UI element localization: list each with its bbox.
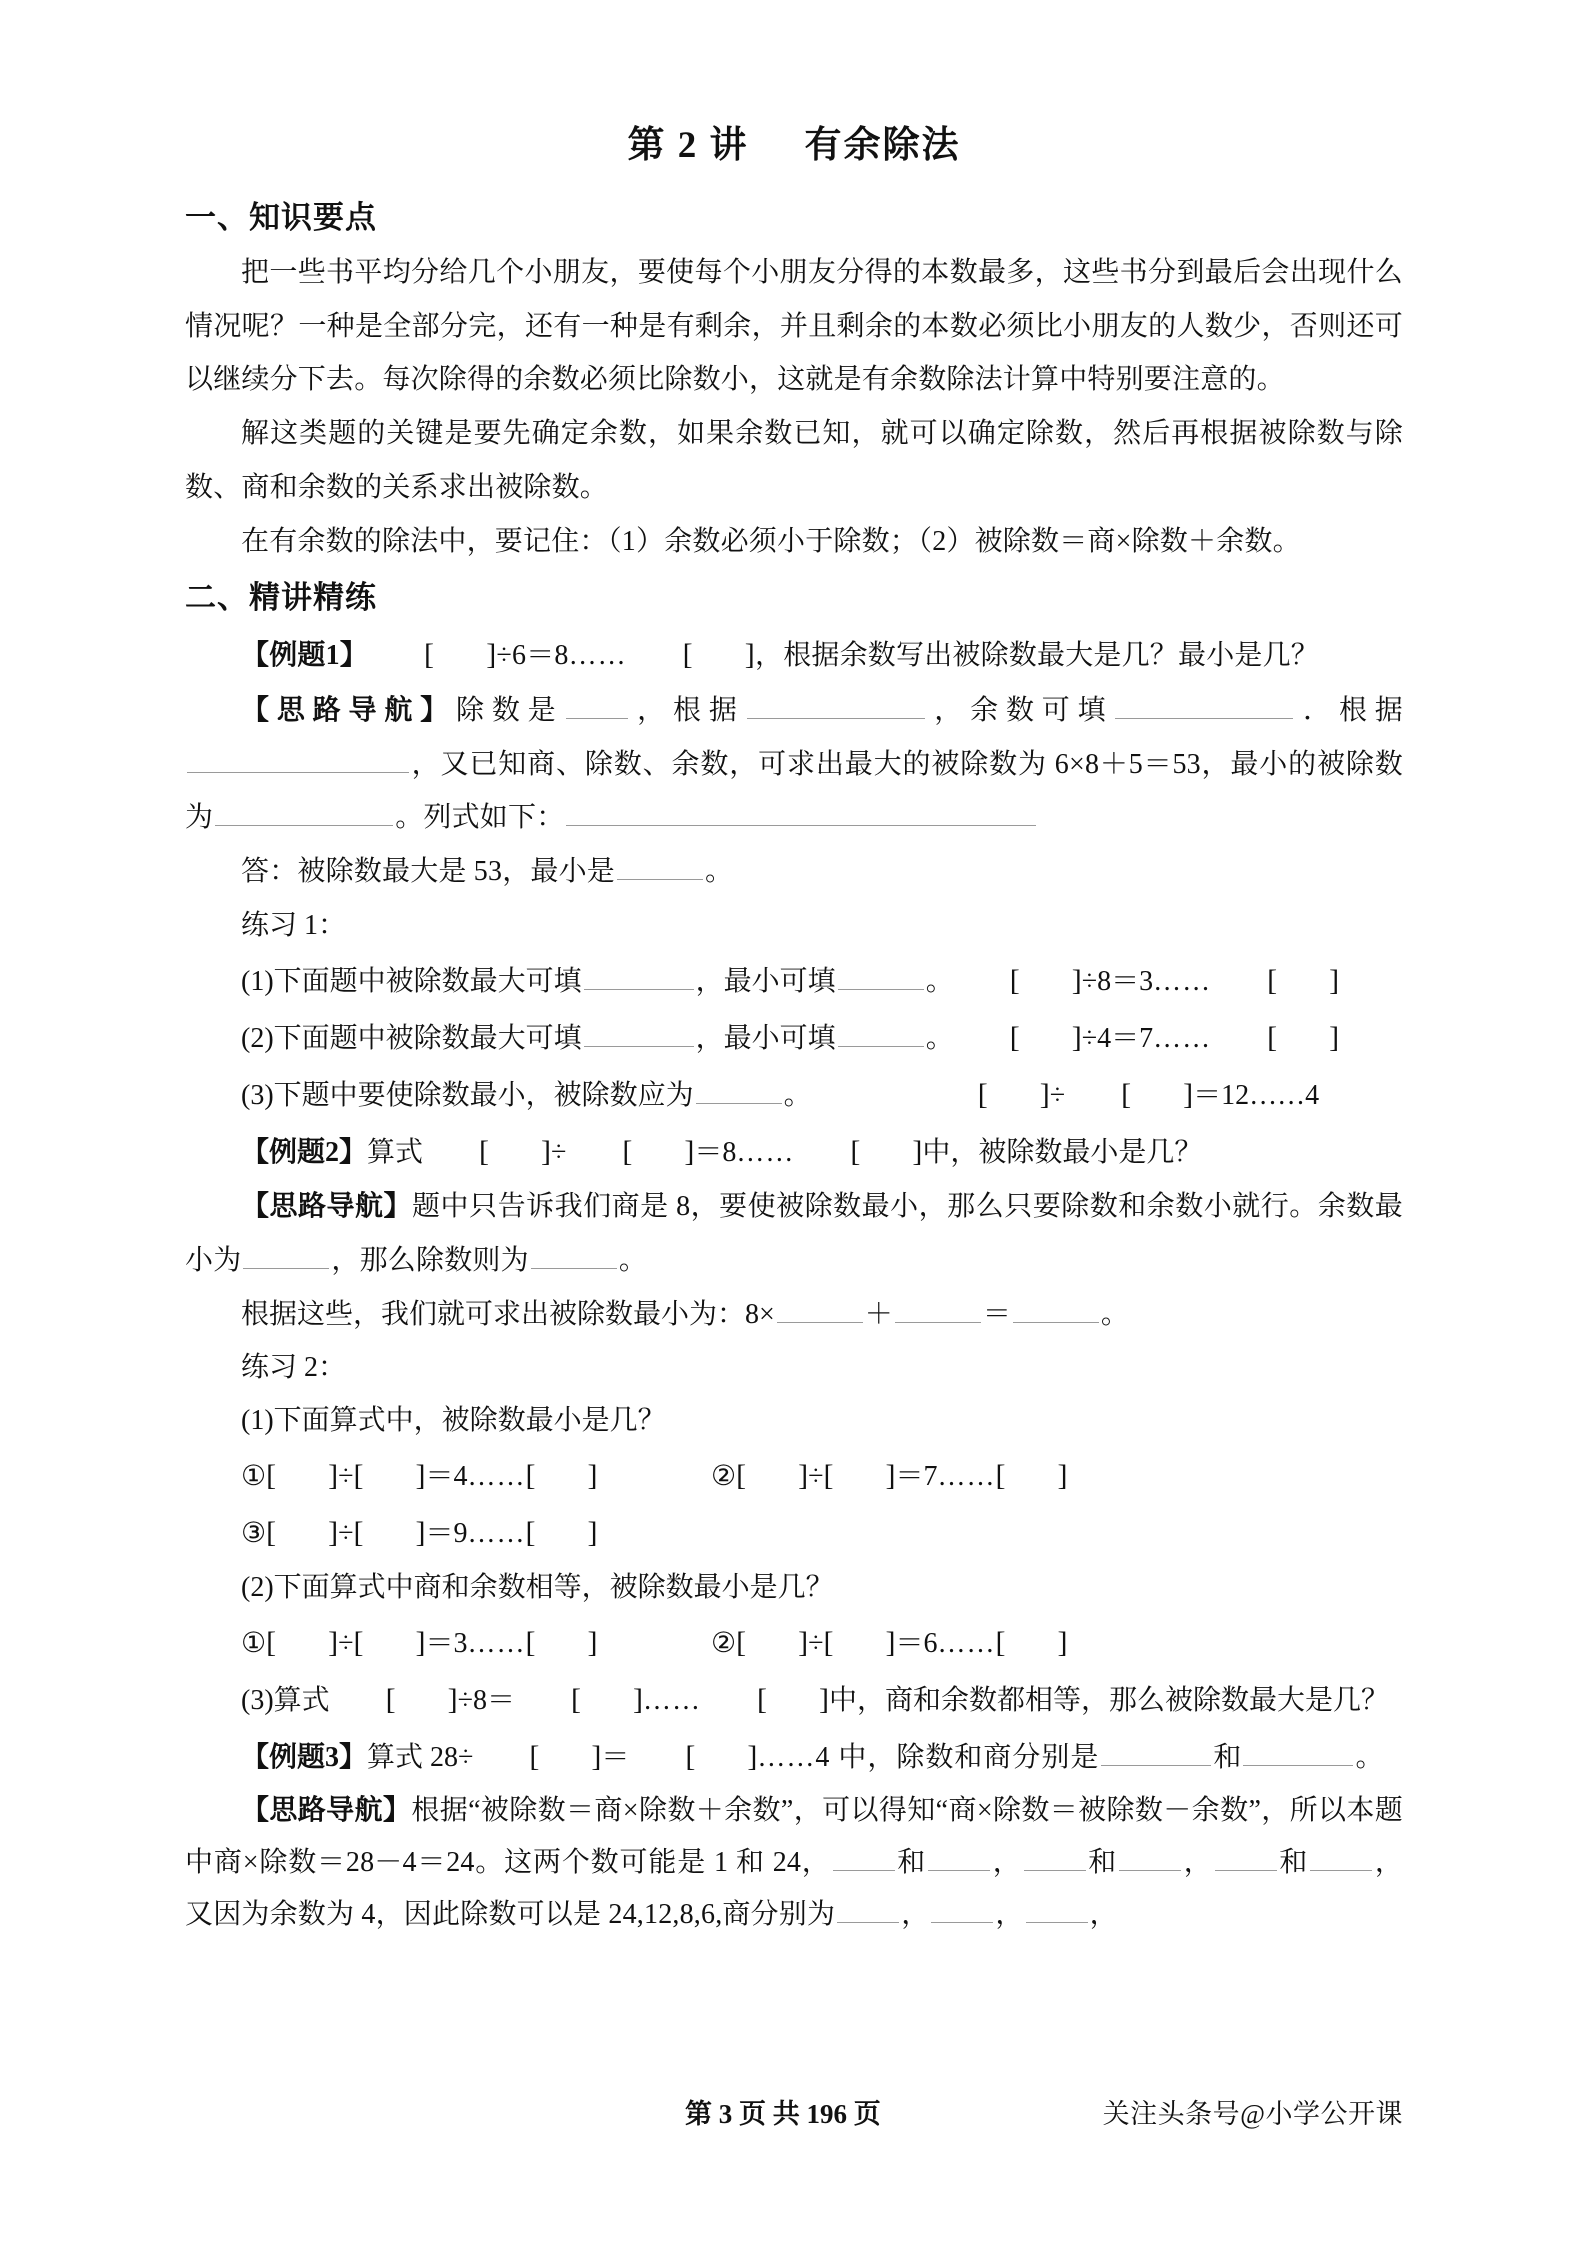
item-text: 。 xyxy=(925,1023,954,1055)
knowledge-paragraph-2: 解这类题的关键是要先确定余数，如果余数已知，就可以确定除数，然后再根据被除数与除数、商和余数的关系求出被除数。 xyxy=(185,418,1403,503)
item-mark: ① xyxy=(241,1461,267,1493)
guide-2-t2: ，那么除数则为 xyxy=(331,1244,529,1276)
ellipsis-dots: …… xyxy=(467,1518,526,1550)
example-3-line xyxy=(185,1728,1403,1785)
practice-1-item-2 xyxy=(185,1009,1403,1066)
fill-blank[interactable] xyxy=(1101,1733,1211,1766)
guide-3-t2: 又因为余数为 4，因此除数可以是 24,12,8,6,商分别为 xyxy=(185,1899,836,1931)
ellipsis-dots: …… xyxy=(467,1628,526,1660)
item-op: ÷ xyxy=(808,1461,824,1493)
answer-period: 。 xyxy=(705,856,734,888)
example-3-label: 【例题3】 xyxy=(241,1742,368,1774)
guide-3-c1: ， xyxy=(901,1899,930,1931)
example-2-line xyxy=(185,1123,1403,1180)
item-mark: ② xyxy=(711,1628,737,1660)
fill-blank[interactable] xyxy=(1013,1289,1099,1322)
example-3-t2: ＝ xyxy=(601,1742,630,1774)
item-text: 下面题中被除数最大可填 xyxy=(273,1023,582,1055)
ellipsis-dots: …… xyxy=(467,1461,526,1493)
item-text: 下面题中被除数最大可填 xyxy=(273,966,582,998)
fill-blank[interactable] xyxy=(838,957,924,990)
equation-item xyxy=(241,1504,711,1561)
fill-blank[interactable] xyxy=(584,1014,694,1047)
fill-blank[interactable] xyxy=(838,1014,924,1047)
blank-bracket[interactable]: [ ] xyxy=(850,1135,923,1169)
practice-2-question-2: (2)下面算式中商和余数相等，被除数最小是几？ xyxy=(241,1572,834,1604)
blank-bracket[interactable]: [ ] xyxy=(682,638,755,672)
fill-blank[interactable] xyxy=(243,1236,329,1269)
knowledge-paragraph-3: 在有余数的除法中，要记住：（1）余数必须小于除数；（2）被除数＝商×除数＋余数。 xyxy=(241,525,1301,557)
example-1-label: 【例题1】 xyxy=(241,640,369,672)
fill-blank[interactable] xyxy=(566,686,628,719)
item-number: (3) xyxy=(241,1685,274,1717)
item-text: ，最小可填 xyxy=(695,1023,836,1055)
item-number: (2) xyxy=(241,1023,274,1055)
blank-bracket[interactable]: [ ] xyxy=(385,1683,458,1717)
example-2-t1: 算式 xyxy=(367,1137,424,1169)
practice-1-item-3 xyxy=(185,1066,1403,1123)
guide-3-t1: 根据“被除数＝商×除数＋余数”，可以得知“商×除数＝被除数－余数”，所以本题中商×除数＝28－4＝24。这两个数可能是 1 和 24， xyxy=(185,1795,1403,1879)
guide-1-t2: ，根据 xyxy=(629,694,745,726)
answer-text: 答：被除数最大是 53，最小是 xyxy=(241,856,616,888)
guide-2-formula-line xyxy=(185,1288,1403,1341)
example-1-line xyxy=(185,626,1403,684)
guide-3-paragraph xyxy=(185,1785,1403,1940)
item-mark: ① xyxy=(241,1628,267,1660)
guide-2-t3: 。 xyxy=(618,1244,648,1276)
fill-blank[interactable] xyxy=(584,957,694,990)
blank-bracket[interactable]: [ ] xyxy=(571,1683,644,1717)
item-equation: ÷8＝3 xyxy=(1081,966,1154,998)
blank-bracket[interactable]: [ ] xyxy=(685,1740,758,1774)
item-op: ÷ xyxy=(808,1628,824,1660)
ellipsis-dots: …… xyxy=(736,1137,795,1169)
example-3-t4: 。 xyxy=(1355,1742,1384,1774)
item-equation: ÷4＝7 xyxy=(1081,1023,1154,1055)
blank-bracket[interactable]: [ ] xyxy=(977,1078,1050,1112)
guide-2-t4: 根据这些，我们就可求出被除数最小为：8× xyxy=(241,1298,775,1330)
ellipsis-dots: …… xyxy=(937,1628,996,1660)
example-1-expr-a: ÷6＝8 xyxy=(496,640,569,672)
item-number: (1) xyxy=(241,966,274,998)
fill-blank[interactable] xyxy=(837,1890,899,1923)
guide-3-he5: 和 xyxy=(1278,1847,1309,1879)
guide-2-t7: 。 xyxy=(1100,1298,1129,1330)
example-3-t1: 算式 28÷ xyxy=(367,1742,474,1774)
item-eq: ＝9 xyxy=(425,1518,468,1550)
blank-bracket[interactable]: [ ] xyxy=(736,1626,809,1660)
example-2-label: 【例题2】 xyxy=(241,1137,368,1169)
item-mark: ② xyxy=(711,1461,737,1493)
q3-t1: 算式 xyxy=(273,1685,330,1717)
guide-3-he3: 和 xyxy=(1087,1847,1118,1879)
blank-bracket[interactable]: [ ] xyxy=(757,1683,830,1717)
fill-blank[interactable] xyxy=(566,793,1036,826)
section-heading-knowledge: 一、知识要点 xyxy=(185,199,377,235)
title-topic: 有余除法 xyxy=(804,125,961,166)
item-text: ，最小可填 xyxy=(695,966,836,998)
fill-blank[interactable] xyxy=(187,740,409,773)
blank-bracket[interactable]: [ ] xyxy=(525,1626,598,1660)
practice-2-q1-row-1 xyxy=(185,1447,1403,1504)
fill-blank[interactable] xyxy=(1024,1838,1086,1871)
guide-1-t6: 。列式如下： xyxy=(395,802,565,834)
blank-bracket[interactable]: [ ] xyxy=(995,1459,1068,1493)
page-footer xyxy=(185,2092,1403,2131)
example-2-t3: ＝8 xyxy=(694,1137,737,1169)
guide-1-t1: 除数是 xyxy=(456,694,564,726)
equation-item xyxy=(241,1447,711,1504)
blank-bracket[interactable]: [ ] xyxy=(622,1135,695,1169)
blank-bracket[interactable]: [ ] xyxy=(1009,964,1082,998)
q3-t2: ÷8＝ xyxy=(457,1685,516,1717)
blank-bracket[interactable]: [ ] xyxy=(525,1459,598,1493)
blank-bracket[interactable]: [ ] xyxy=(1267,1021,1340,1055)
fill-blank[interactable] xyxy=(777,1289,863,1322)
item-op: ÷ xyxy=(338,1628,354,1660)
ellipsis-dots: …… xyxy=(1153,966,1212,998)
item-text: 下题中要使除数最小，被除数应为 xyxy=(273,1080,694,1112)
fill-blank[interactable] xyxy=(931,1890,993,1923)
guide-3-he1: 和 xyxy=(896,1847,927,1879)
item-eq: ＝6 xyxy=(895,1628,938,1660)
ellipsis-dots: …… xyxy=(643,1685,702,1717)
guide-1-t4: ．根据 xyxy=(1295,694,1403,726)
blank-bracket[interactable]: [ ] xyxy=(266,1516,339,1550)
guide-1-t3: ，余数可填 xyxy=(926,694,1114,726)
fill-blank[interactable] xyxy=(1119,1838,1181,1871)
blank-bracket[interactable]: [ ] xyxy=(1121,1078,1194,1112)
example-2-t2: ÷ xyxy=(551,1137,567,1169)
blank-bracket[interactable]: [ ] xyxy=(1009,1021,1082,1055)
ellipsis-dots: …… xyxy=(937,1461,996,1493)
item-eq: ＝7 xyxy=(895,1461,938,1493)
practice-2-heading: 练习 2： xyxy=(241,1351,347,1383)
example-2-t4: 中，被除数最小是几？ xyxy=(922,1137,1203,1169)
blank-bracket[interactable]: [ ] xyxy=(353,1626,426,1660)
equation-item xyxy=(241,1614,711,1671)
blank-bracket[interactable]: [ ] xyxy=(1267,964,1340,998)
item-equation-tail: ＝12……4 xyxy=(1193,1080,1320,1112)
item-equation: ÷ xyxy=(1049,1080,1066,1112)
blank-bracket[interactable]: [ ] xyxy=(525,1516,598,1550)
guide-1-paragraph xyxy=(185,684,1403,845)
guide-2-paragraph xyxy=(185,1180,1403,1288)
q3-t3: 中，商和余数都相等，那么被除数最大是几？ xyxy=(829,1685,1390,1717)
ellipsis-dots: …… xyxy=(1153,1023,1212,1055)
fill-blank[interactable] xyxy=(696,1071,782,1104)
example-1-expr-b: ，根据余数写出被除数最大是几？最小是几？ xyxy=(755,640,1320,672)
item-text: 。 xyxy=(925,966,954,998)
practice-1-item-1 xyxy=(185,952,1403,1009)
footer-credit: 关注头条号@小学公开课 xyxy=(1102,2099,1403,2129)
example-3-dots: ……4 中，除数和商分别是 xyxy=(757,1742,1100,1774)
blank-bracket[interactable]: [ ] xyxy=(266,1626,339,1660)
blank-bracket[interactable]: [ ] xyxy=(266,1459,339,1493)
guide-3-c3: ， xyxy=(1089,1899,1118,1931)
guide-3-he6: ， xyxy=(1374,1847,1404,1879)
guide-3-label: 【思路导航】 xyxy=(241,1795,412,1827)
guide-3-he4: ， xyxy=(1183,1847,1213,1879)
document-content xyxy=(185,120,1403,1941)
practice-1-heading: 练习 1： xyxy=(241,909,347,941)
fill-blank[interactable] xyxy=(215,793,393,826)
fill-blank[interactable] xyxy=(1115,686,1293,719)
item-mark: ③ xyxy=(241,1518,267,1550)
guide-3-he2: ， xyxy=(992,1847,1022,1879)
ellipsis-dots: …… xyxy=(568,640,627,672)
fill-blank[interactable] xyxy=(895,1289,981,1322)
fill-blank[interactable] xyxy=(833,1838,895,1871)
blank-bracket[interactable]: [ ] xyxy=(823,1626,896,1660)
guide-1-t5: ，又已知商、除数、余数，可求出最大的被除数为 6×8＋5＝53，最小的被除数为 xyxy=(185,748,1403,834)
section-heading-practice: 二、精讲精练 xyxy=(185,580,377,616)
example-3-t3: 和 xyxy=(1213,1742,1242,1774)
page-number: 第 3 页 共 196 页 xyxy=(685,2099,881,2129)
blank-bracket[interactable]: [ ] xyxy=(353,1459,426,1493)
practice-2-q2-row-1 xyxy=(185,1614,1403,1671)
item-text: 。 xyxy=(783,1080,812,1112)
blank-bracket[interactable]: [ ] xyxy=(823,1459,896,1493)
blank-bracket[interactable]: [ ] xyxy=(353,1516,426,1550)
fill-blank[interactable] xyxy=(617,847,703,880)
blank-bracket[interactable]: [ ] xyxy=(424,638,497,672)
fill-blank[interactable] xyxy=(1243,1733,1353,1766)
item-op: ÷ xyxy=(338,1518,354,1550)
item-op: ÷ xyxy=(338,1461,354,1493)
knowledge-paragraph-1: 把一些书平均分给几个小朋友，要使每个小朋友分得的本数最多，这些书分到最后会出现什么情况呢？一种是全部分完，还有一种是有剩余，并且剩余的本数必须比小朋友的人数少，否则还可以继续分下去。每次除得的余数必须比除数小，这就是有余数除法计算中特别要注意的。 xyxy=(185,256,1403,396)
fill-blank[interactable] xyxy=(928,1838,990,1871)
equation-item xyxy=(711,1447,1181,1504)
page-title xyxy=(185,120,1403,172)
fill-blank[interactable] xyxy=(1310,1838,1372,1871)
title-lesson: 第 2 讲 xyxy=(627,125,749,166)
fill-blank[interactable] xyxy=(1026,1890,1088,1923)
guide-2-label: 【思路导航】 xyxy=(241,1191,413,1223)
guide-2-t1: 题中只告诉我们商是 8，要使被除数最小，那么只要除数和余数小就行。余数最小为 xyxy=(185,1191,1403,1276)
fill-blank[interactable] xyxy=(747,686,925,719)
item-eq: ＝3 xyxy=(425,1628,468,1660)
blank-bracket[interactable]: [ ] xyxy=(479,1135,552,1169)
guide-2-t5: ＋ xyxy=(864,1298,893,1330)
guide-1-answer xyxy=(185,845,1403,899)
fill-blank[interactable] xyxy=(1215,1838,1277,1871)
practice-2-question-3 xyxy=(185,1671,1403,1728)
blank-bracket[interactable]: [ ] xyxy=(995,1626,1068,1660)
guide-3-c2: ， xyxy=(995,1899,1024,1931)
practice-2-q1-row-2 xyxy=(185,1504,1403,1561)
guide-1-label: 【思路导航】 xyxy=(241,694,457,726)
guide-2-t6: ＝ xyxy=(982,1298,1011,1330)
equation-item xyxy=(711,1614,1181,1671)
item-eq: ＝4 xyxy=(425,1461,468,1493)
blank-bracket[interactable]: [ ] xyxy=(736,1459,809,1493)
item-number: (3) xyxy=(241,1080,274,1112)
fill-blank[interactable] xyxy=(531,1236,617,1269)
blank-bracket[interactable]: [ ] xyxy=(529,1740,602,1774)
practice-2-question-1: (1)下面算式中，被除数最小是几？ xyxy=(241,1405,666,1437)
